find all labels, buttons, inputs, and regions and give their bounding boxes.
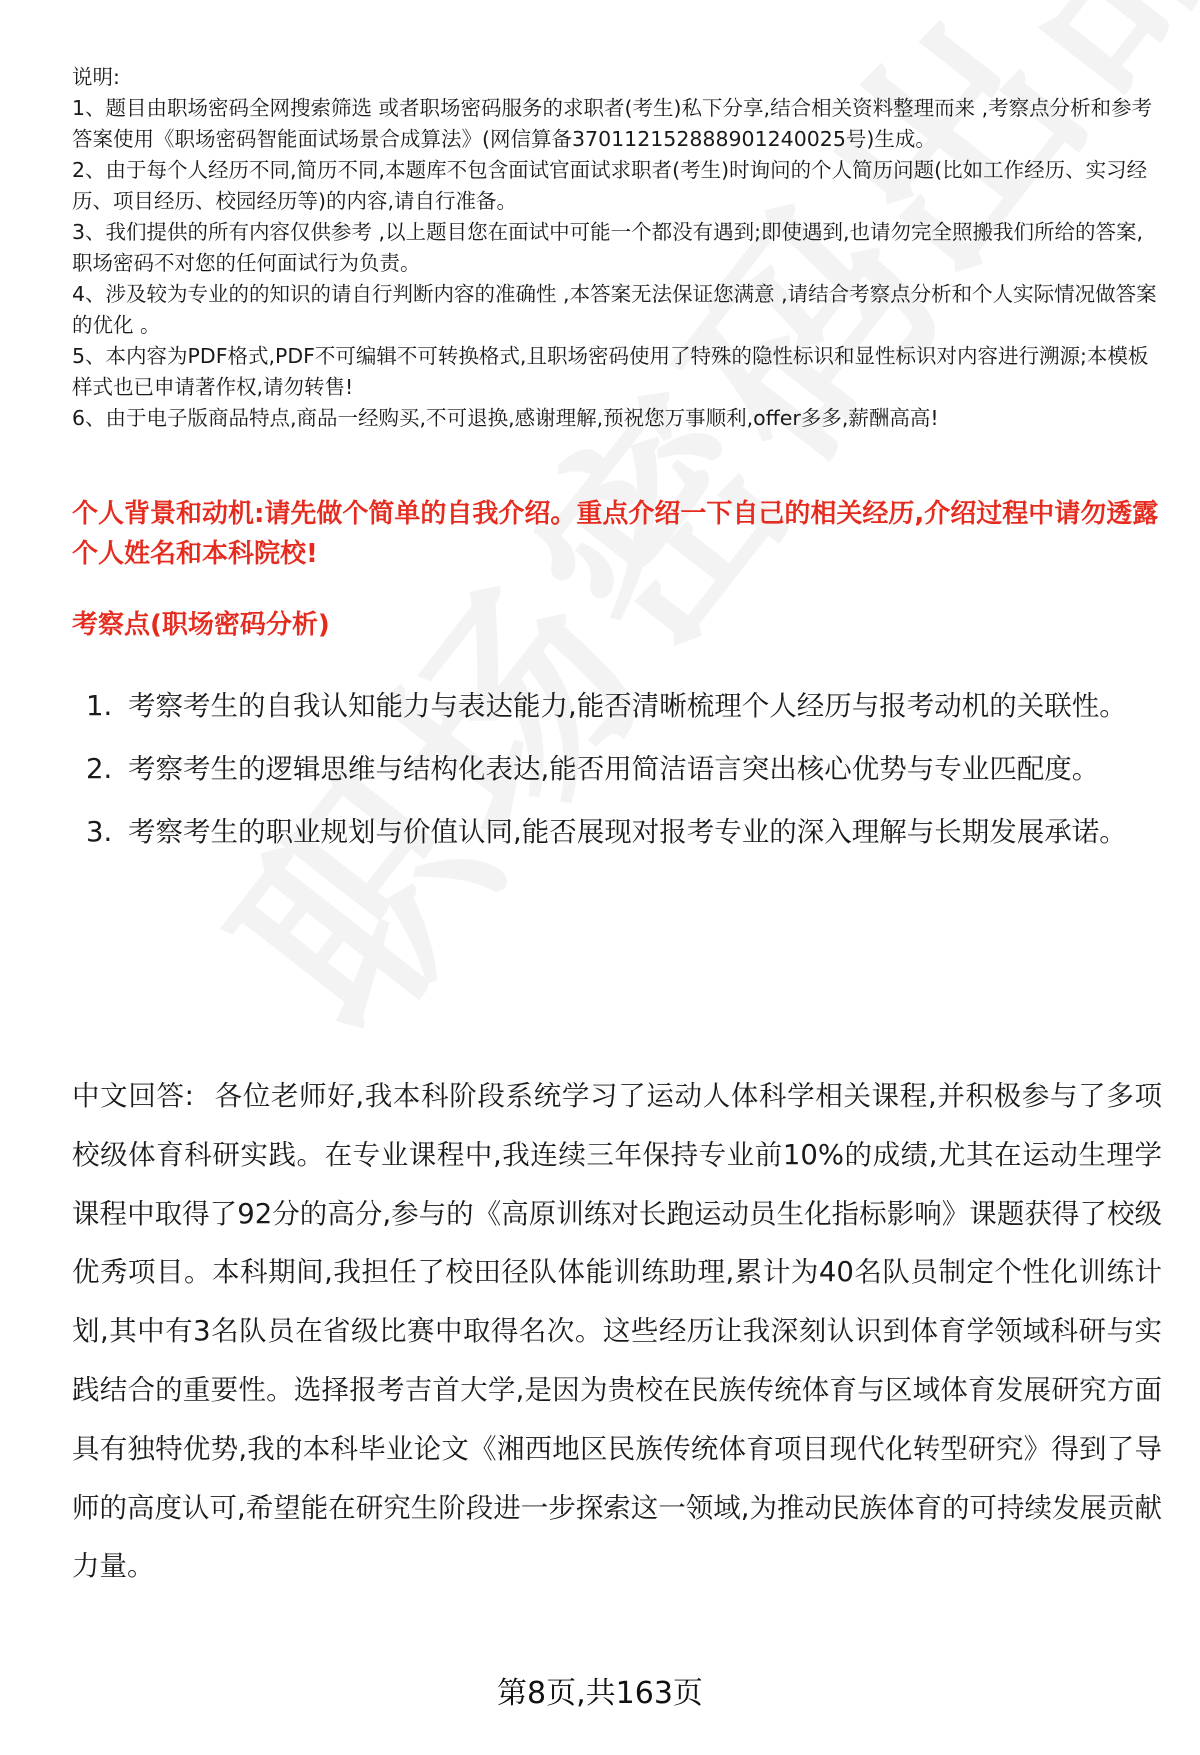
page-number: 第8页,共163页 xyxy=(497,1676,703,1711)
note-item: 2、由于每个人经历不同,简历不同,本题库不包含面试官面试求职者(考生)时询问的个人简历问题(比如工作经历、实习经历、项目经历、校园经历等)的内容,请自行准备。 xyxy=(72,158,1148,213)
exam-point-number: 3. xyxy=(86,816,113,848)
note-item: 1、题目由职场密码全网搜索筛选 或者职场密码服务的求职者(考生)私下分享,结合相关资料整理而来 ,考察点分析和参考答案使用《职场密码智能面试场景合成算法》(网信算备370112152888901240025号)生成。 xyxy=(72,96,1153,151)
exam-point-item xyxy=(72,741,1162,798)
note-item: 5、本内容为PDF格式,PDF不可编辑不可转换格式,且职场密码使用了特殊的隐性标识和显性标识对内容进行溯源;本模板样式也已申请著作权,请勿转售! xyxy=(72,344,1149,399)
answer-paragraph xyxy=(72,1067,1162,1596)
disclaimer-notes xyxy=(72,62,1162,434)
note-item: 3、我们提供的所有内容仅供参考 ,以上题目您在面试中可能一个都没有遇到;即使遇到,也请勿完全照搬我们所给的答案,职场密码不对您的任何面试行为负责。 xyxy=(72,220,1144,275)
exam-point-text: 考察考生的职业规划与价值认同,能否展现对报考专业的深入理解与长期发展承诺。 xyxy=(128,816,1127,848)
answer-label: 中文回答: xyxy=(72,1080,194,1112)
note-item: 4、涉及较为专业的的知识的请自行判断内容的准确性 ,本答案无法保证您满意 ,请结合考察点分析和个人实际情况做答案的优化 。 xyxy=(72,282,1157,337)
exam-point-text: 考察考生的自我认知能力与表达能力,能否清晰梳理个人经历与报考动机的关联性。 xyxy=(128,690,1127,722)
exam-point-item xyxy=(72,804,1162,861)
notes-title: 说明: xyxy=(72,65,120,89)
exam-point-text: 考察考生的逻辑思维与结构化表达,能否用简洁语言突出核心优势与专业匹配度。 xyxy=(128,753,1100,785)
exam-points-list xyxy=(72,678,1162,867)
answer-text: 各位老师好,我本科阶段系统学习了运动人体科学相关课程,并积极参与了多项校级体育科研实践。在专业课程中,我连续三年保持专业前10%的成绩,尤其在运动生理学课程中取得了92分的高分,参与的《高原训练对长跑运动员生化指标影响》课题获得了校级优秀项目。本科期间,我担任了校田径队体能训练助理,累计为40名队员制定个性化训练计划,其中有3名队员在省级比赛中取得名次。这些经历让我深刻认识到体育学领域科研与实践结合的重要性。选择报考吉首大学,是因为贵校在民族传统体育与区域体育发展研究方面具有独特优势,我的本科毕业论文《湘西地区民族传统体育项目现代化转型研究》得到了导师的高度认可,希望能在研究生阶段进一步探索这一领域,为推动民族体育的可持续发展贡献力量。 xyxy=(72,1080,1162,1583)
exam-point-number: 2. xyxy=(86,753,113,785)
note-item: 6、由于电子版商品特点,商品一经购买,不可退换,感谢理解,预祝您万事顺利,offer多多,薪酬高高! xyxy=(72,406,939,430)
question-heading: 个人背景和动机:请先做个简单的自我介绍。重点介绍一下自己的相关经历,介绍过程中请勿透露个人姓名和本科院校! xyxy=(72,499,1159,569)
exam-point-item xyxy=(72,678,1162,735)
exam-points-heading: 考察点(职场密码分析) xyxy=(72,610,330,640)
exam-point-number: 1. xyxy=(86,690,113,722)
